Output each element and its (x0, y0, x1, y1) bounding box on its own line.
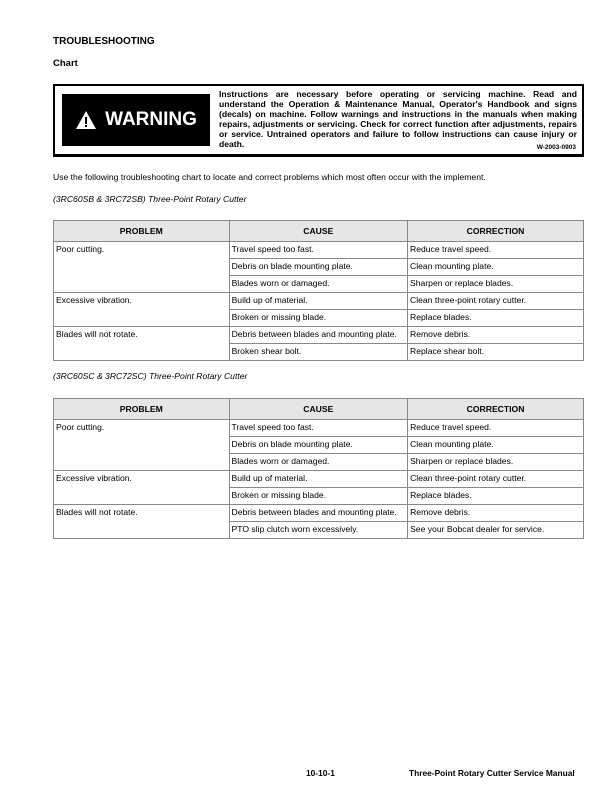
table-header-row (54, 399, 584, 420)
warning-label-box (62, 94, 210, 146)
correction-cell: Clean three-point rotary cutter. (408, 471, 584, 488)
warning-text: Instructions are necessary before operating or servicing machine. Read and understand the Operation & Maintenance Manual, Operator's Handbook and signs (decals) on machine. Follow warnings and instructions in the manuals when making repairs, adjustments or servicing. Check for correct function after adjustments, repairs or service. Untrained operators and failure to follow instructions can cause injury or death. (219, 89, 577, 149)
table-row (54, 420, 584, 437)
intro-text: Use the following troubleshooting chart to locate and correct problems which most often occur with the implement. (53, 172, 486, 182)
cause-cell: Broken or missing blade. (229, 488, 408, 505)
warning-triangle-icon (75, 110, 97, 130)
problem-cell: Poor cutting. (54, 242, 230, 293)
column-header: PROBLEM (54, 221, 230, 242)
cause-cell: Build up of material. (229, 471, 408, 488)
cause-cell: Travel speed too fast. (229, 242, 407, 259)
troubleshooting-table-sb (53, 220, 584, 361)
cause-cell: Broken shear bolt. (229, 344, 407, 361)
cause-cell: Blades worn or damaged. (229, 276, 407, 293)
cause-cell: Blades worn or damaged. (229, 454, 408, 471)
correction-cell: Remove debris. (408, 327, 584, 344)
correction-cell: Clean three-point rotary cutter. (408, 293, 584, 310)
table-row (54, 293, 584, 310)
problem-cell: Poor cutting. (54, 420, 230, 471)
column-header: CAUSE (229, 399, 408, 420)
cause-cell: Debris on blade mounting plate. (229, 259, 407, 276)
correction-cell: Replace blades. (408, 310, 584, 327)
troubleshooting-table-sc (53, 398, 584, 539)
cause-cell: Debris between blades and mounting plate. (229, 505, 408, 522)
manual-title: Three-Point Rotary Cutter Service Manual (409, 768, 575, 778)
cause-cell: Broken or missing blade. (229, 310, 407, 327)
problem-cell: Excessive vibration. (54, 293, 230, 327)
cause-cell: Debris on blade mounting plate. (229, 437, 408, 454)
column-header: CORRECTION (408, 221, 584, 242)
table-row (54, 505, 584, 522)
table-header-row (54, 221, 584, 242)
cause-cell: Debris between blades and mounting plate. (229, 327, 407, 344)
correction-cell: Reduce travel speed. (408, 420, 584, 437)
correction-cell: Reduce travel speed. (408, 242, 584, 259)
column-header: CAUSE (229, 221, 407, 242)
table-row (54, 242, 584, 259)
section-title: TROUBLESHOOTING (53, 36, 155, 47)
warning-label: WARNING (105, 109, 197, 130)
problem-cell: Blades will not rotate. (54, 327, 230, 361)
correction-cell: Clean mounting plate. (408, 437, 584, 454)
correction-cell: Sharpen or replace blades. (408, 454, 584, 471)
correction-cell: Clean mounting plate. (408, 259, 584, 276)
column-header: PROBLEM (54, 399, 230, 420)
correction-cell: Remove debris. (408, 505, 584, 522)
warning-box (53, 84, 584, 157)
correction-cell: See your Bobcat dealer for service. (408, 522, 584, 539)
problem-cell: Excessive vibration. (54, 471, 230, 505)
correction-cell: Sharpen or replace blades. (408, 276, 584, 293)
table-row (54, 327, 584, 344)
correction-cell: Replace shear bolt. (408, 344, 584, 361)
table-caption: (3RC60SB & 3RC72SB) Three-Point Rotary Cutter (53, 194, 247, 204)
table-row (54, 471, 584, 488)
cause-cell: Travel speed too fast. (229, 420, 408, 437)
column-header: CORRECTION (408, 399, 584, 420)
table-caption: (3RC60SC & 3RC72SC) Three-Point Rotary Cutter (53, 371, 248, 381)
problem-cell: Blades will not rotate. (54, 505, 230, 539)
cause-cell: PTO slip clutch worn excessively. (229, 522, 408, 539)
correction-cell: Replace blades. (408, 488, 584, 505)
warning-code: W-2003-0903 (536, 144, 576, 151)
section-subtitle: Chart (53, 58, 78, 69)
cause-cell: Build up of material. (229, 293, 407, 310)
page-number: 10-10-1 (306, 768, 335, 778)
